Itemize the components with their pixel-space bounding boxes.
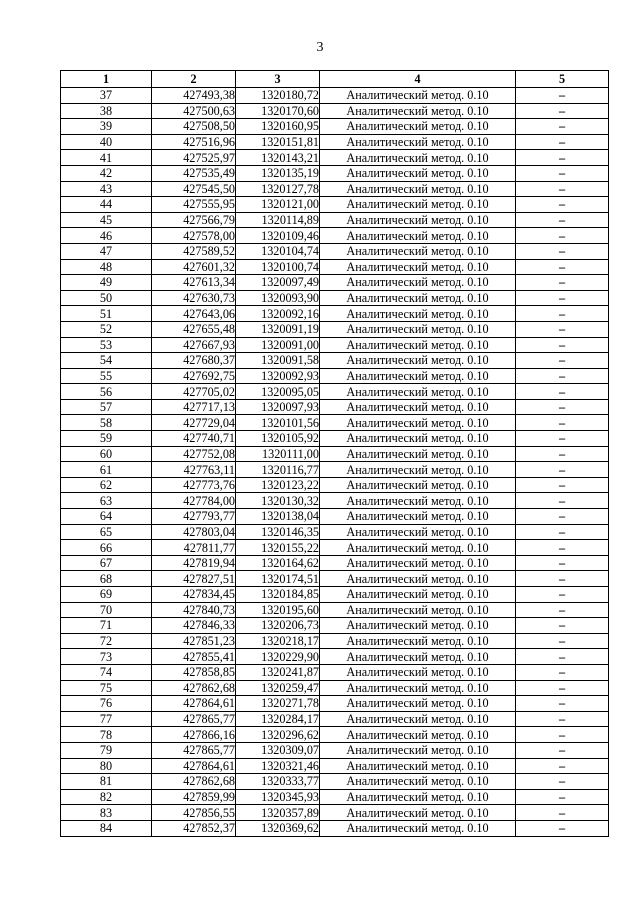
method-cell: Аналитический метод. 0.10: [320, 789, 516, 805]
table-row: [61, 415, 609, 431]
note-cell: –: [516, 321, 609, 337]
table-row: [61, 134, 609, 150]
note-cell: –: [516, 134, 609, 150]
y-coordinate-cell: 1320105,92: [236, 431, 320, 447]
method-cell: Аналитический метод. 0.10: [320, 680, 516, 696]
y-coordinate-cell: 1320092,16: [236, 306, 320, 322]
note-cell: –: [516, 711, 609, 727]
y-coordinate-cell: 1320174,51: [236, 571, 320, 587]
x-coordinate-cell: 427493,38: [152, 88, 236, 104]
y-coordinate-cell: 1320114,89: [236, 212, 320, 228]
method-cell: Аналитический метод. 0.10: [320, 696, 516, 712]
note-cell: –: [516, 290, 609, 306]
table-row: [61, 477, 609, 493]
note-cell: –: [516, 571, 609, 587]
point-number-cell: 55: [61, 368, 152, 384]
point-number-cell: 43: [61, 181, 152, 197]
y-coordinate-cell: 1320091,00: [236, 337, 320, 353]
note-cell: –: [516, 696, 609, 712]
table-row: [61, 399, 609, 415]
y-coordinate-cell: 1320091,19: [236, 321, 320, 337]
y-coordinate-cell: 1320369,62: [236, 820, 320, 836]
y-coordinate-cell: 1320109,46: [236, 228, 320, 244]
note-cell: –: [516, 509, 609, 525]
table-row: [61, 524, 609, 540]
x-coordinate-cell: 427855,41: [152, 649, 236, 665]
y-coordinate-cell: 1320296,62: [236, 727, 320, 743]
table-row: [61, 649, 609, 665]
table-row: [61, 321, 609, 337]
table-row: [61, 727, 609, 743]
note-cell: –: [516, 368, 609, 384]
table-row: [61, 306, 609, 322]
method-cell: Аналитический метод. 0.10: [320, 649, 516, 665]
table-row: [61, 197, 609, 213]
x-coordinate-cell: 427508,50: [152, 119, 236, 135]
method-cell: Аналитический метод. 0.10: [320, 664, 516, 680]
x-coordinate-cell: 427827,51: [152, 571, 236, 587]
y-coordinate-cell: 1320170,60: [236, 103, 320, 119]
y-coordinate-cell: 1320271,78: [236, 696, 320, 712]
note-cell: –: [516, 540, 609, 556]
table-row: [61, 587, 609, 603]
method-cell: Аналитический метод. 0.10: [320, 228, 516, 244]
point-number-cell: 79: [61, 742, 152, 758]
x-coordinate-cell: 427729,04: [152, 415, 236, 431]
method-cell: Аналитический метод. 0.10: [320, 290, 516, 306]
note-cell: –: [516, 275, 609, 291]
y-coordinate-cell: 1320100,74: [236, 259, 320, 275]
note-cell: –: [516, 649, 609, 665]
note-cell: –: [516, 774, 609, 790]
x-coordinate-cell: 427601,32: [152, 259, 236, 275]
x-coordinate-cell: 427589,52: [152, 243, 236, 259]
x-coordinate-cell: 427535,49: [152, 165, 236, 181]
table-row: [61, 275, 609, 291]
table-row: [61, 368, 609, 384]
y-coordinate-cell: 1320146,35: [236, 524, 320, 540]
note-cell: –: [516, 727, 609, 743]
method-cell: Аналитический метод. 0.10: [320, 103, 516, 119]
y-coordinate-cell: 1320116,77: [236, 462, 320, 478]
note-cell: –: [516, 742, 609, 758]
table-row: [61, 774, 609, 790]
y-coordinate-cell: 1320184,85: [236, 587, 320, 603]
method-cell: Аналитический метод. 0.10: [320, 540, 516, 556]
table-row: [61, 228, 609, 244]
point-number-cell: 48: [61, 259, 152, 275]
table-row: [61, 493, 609, 509]
point-number-cell: 70: [61, 602, 152, 618]
table-row: [61, 758, 609, 774]
y-coordinate-cell: 1320101,56: [236, 415, 320, 431]
x-coordinate-cell: 427667,93: [152, 337, 236, 353]
method-cell: Аналитический метод. 0.10: [320, 259, 516, 275]
method-cell: Аналитический метод. 0.10: [320, 119, 516, 135]
note-cell: –: [516, 633, 609, 649]
x-coordinate-cell: 427613,34: [152, 275, 236, 291]
method-cell: Аналитический метод. 0.10: [320, 820, 516, 836]
point-number-cell: 46: [61, 228, 152, 244]
table-row: [61, 571, 609, 587]
point-number-cell: 52: [61, 321, 152, 337]
x-coordinate-cell: 427819,94: [152, 555, 236, 571]
x-coordinate-cell: 427851,23: [152, 633, 236, 649]
method-cell: Аналитический метод. 0.10: [320, 493, 516, 509]
table-row: [61, 337, 609, 353]
point-number-cell: 75: [61, 680, 152, 696]
x-coordinate-cell: 427862,68: [152, 774, 236, 790]
table-row: [61, 431, 609, 447]
table-row: [61, 789, 609, 805]
x-coordinate-cell: 427859,99: [152, 789, 236, 805]
point-number-cell: 66: [61, 540, 152, 556]
method-cell: Аналитический метод. 0.10: [320, 774, 516, 790]
method-cell: Аналитический метод. 0.10: [320, 384, 516, 400]
table-row: [61, 243, 609, 259]
point-number-cell: 65: [61, 524, 152, 540]
table-row: [61, 290, 609, 306]
method-cell: Аналитический метод. 0.10: [320, 431, 516, 447]
table-row: [61, 150, 609, 166]
note-cell: –: [516, 524, 609, 540]
table-row: [61, 805, 609, 821]
note-cell: –: [516, 431, 609, 447]
y-coordinate-cell: 1320092,93: [236, 368, 320, 384]
note-cell: –: [516, 446, 609, 462]
point-number-cell: 62: [61, 477, 152, 493]
point-number-cell: 53: [61, 337, 152, 353]
point-number-cell: 49: [61, 275, 152, 291]
point-number-cell: 59: [61, 431, 152, 447]
y-coordinate-cell: 1320229,90: [236, 649, 320, 665]
method-cell: Аналитический метод. 0.10: [320, 742, 516, 758]
point-number-cell: 41: [61, 150, 152, 166]
y-coordinate-cell: 1320121,00: [236, 197, 320, 213]
point-number-cell: 78: [61, 727, 152, 743]
point-number-cell: 71: [61, 618, 152, 634]
method-cell: Аналитический метод. 0.10: [320, 446, 516, 462]
point-number-cell: 63: [61, 493, 152, 509]
note-cell: –: [516, 555, 609, 571]
point-number-cell: 77: [61, 711, 152, 727]
x-coordinate-cell: 427630,73: [152, 290, 236, 306]
note-cell: –: [516, 664, 609, 680]
table-row: [61, 165, 609, 181]
note-cell: –: [516, 243, 609, 259]
y-coordinate-cell: 1320091,58: [236, 353, 320, 369]
method-cell: Аналитический метод. 0.10: [320, 509, 516, 525]
y-coordinate-cell: 1320127,78: [236, 181, 320, 197]
note-cell: –: [516, 337, 609, 353]
column-header-1: 1: [61, 71, 152, 88]
x-coordinate-cell: 427525,97: [152, 150, 236, 166]
x-coordinate-cell: 427692,75: [152, 368, 236, 384]
y-coordinate-cell: 1320097,93: [236, 399, 320, 415]
point-number-cell: 40: [61, 134, 152, 150]
point-number-cell: 57: [61, 399, 152, 415]
x-coordinate-cell: 427856,55: [152, 805, 236, 821]
x-coordinate-cell: 427763,11: [152, 462, 236, 478]
y-coordinate-cell: 1320123,22: [236, 477, 320, 493]
point-number-cell: 51: [61, 306, 152, 322]
x-coordinate-cell: 427500,63: [152, 103, 236, 119]
x-coordinate-cell: 427803,04: [152, 524, 236, 540]
table-row: [61, 119, 609, 135]
point-number-cell: 82: [61, 789, 152, 805]
note-cell: –: [516, 197, 609, 213]
note-cell: –: [516, 618, 609, 634]
table-row: [61, 820, 609, 836]
y-coordinate-cell: 1320160,95: [236, 119, 320, 135]
point-number-cell: 80: [61, 758, 152, 774]
table-row: [61, 664, 609, 680]
coordinates-table: [60, 70, 609, 837]
y-coordinate-cell: 1320135,19: [236, 165, 320, 181]
note-cell: –: [516, 462, 609, 478]
table-row: [61, 555, 609, 571]
method-cell: Аналитический метод. 0.10: [320, 353, 516, 369]
x-coordinate-cell: 427864,61: [152, 696, 236, 712]
table-row: [61, 212, 609, 228]
x-coordinate-cell: 427655,48: [152, 321, 236, 337]
table-row: [61, 633, 609, 649]
table-row: [61, 540, 609, 556]
x-coordinate-cell: 427643,06: [152, 306, 236, 322]
method-cell: Аналитический метод. 0.10: [320, 524, 516, 540]
method-cell: Аналитический метод. 0.10: [320, 197, 516, 213]
x-coordinate-cell: 427773,76: [152, 477, 236, 493]
y-coordinate-cell: 1320259,47: [236, 680, 320, 696]
method-cell: Аналитический метод. 0.10: [320, 337, 516, 353]
method-cell: Аналитический метод. 0.10: [320, 415, 516, 431]
table-row: [61, 384, 609, 400]
x-coordinate-cell: 427852,37: [152, 820, 236, 836]
note-cell: –: [516, 165, 609, 181]
method-cell: Аналитический метод. 0.10: [320, 633, 516, 649]
point-number-cell: 39: [61, 119, 152, 135]
x-coordinate-cell: 427865,77: [152, 742, 236, 758]
note-cell: –: [516, 789, 609, 805]
point-number-cell: 72: [61, 633, 152, 649]
table-row: [61, 462, 609, 478]
point-number-cell: 84: [61, 820, 152, 836]
point-number-cell: 37: [61, 88, 152, 104]
note-cell: –: [516, 805, 609, 821]
point-number-cell: 76: [61, 696, 152, 712]
method-cell: Аналитический метод. 0.10: [320, 243, 516, 259]
point-number-cell: 56: [61, 384, 152, 400]
y-coordinate-cell: 1320093,90: [236, 290, 320, 306]
method-cell: Аналитический метод. 0.10: [320, 805, 516, 821]
method-cell: Аналитический метод. 0.10: [320, 462, 516, 478]
header-row: [61, 71, 609, 88]
method-cell: Аналитический метод. 0.10: [320, 571, 516, 587]
note-cell: –: [516, 212, 609, 228]
table-row: [61, 742, 609, 758]
point-number-cell: 50: [61, 290, 152, 306]
x-coordinate-cell: 427578,00: [152, 228, 236, 244]
x-coordinate-cell: 427566,79: [152, 212, 236, 228]
method-cell: Аналитический метод. 0.10: [320, 602, 516, 618]
table-row: [61, 88, 609, 104]
x-coordinate-cell: 427516,96: [152, 134, 236, 150]
x-coordinate-cell: 427840,73: [152, 602, 236, 618]
method-cell: Аналитический метод. 0.10: [320, 134, 516, 150]
y-coordinate-cell: 1320284,17: [236, 711, 320, 727]
note-cell: –: [516, 103, 609, 119]
y-coordinate-cell: 1320241,87: [236, 664, 320, 680]
table-row: [61, 711, 609, 727]
y-coordinate-cell: 1320333,77: [236, 774, 320, 790]
x-coordinate-cell: 427793,77: [152, 509, 236, 525]
y-coordinate-cell: 1320357,89: [236, 805, 320, 821]
point-number-cell: 69: [61, 587, 152, 603]
x-coordinate-cell: 427740,71: [152, 431, 236, 447]
y-coordinate-cell: 1320151,81: [236, 134, 320, 150]
method-cell: Аналитический метод. 0.10: [320, 150, 516, 166]
column-header-5: 5: [516, 71, 609, 88]
point-number-cell: 44: [61, 197, 152, 213]
table-body: [61, 88, 609, 837]
table-row: [61, 618, 609, 634]
point-number-cell: 47: [61, 243, 152, 259]
x-coordinate-cell: 427811,77: [152, 540, 236, 556]
method-cell: Аналитический метод. 0.10: [320, 165, 516, 181]
column-header-4: 4: [320, 71, 516, 88]
point-number-cell: 42: [61, 165, 152, 181]
x-coordinate-cell: 427784,00: [152, 493, 236, 509]
table-row: [61, 509, 609, 525]
table-row: [61, 353, 609, 369]
table-row: [61, 696, 609, 712]
x-coordinate-cell: 427680,37: [152, 353, 236, 369]
note-cell: –: [516, 88, 609, 104]
note-cell: –: [516, 820, 609, 836]
y-coordinate-cell: 1320195,60: [236, 602, 320, 618]
note-cell: –: [516, 587, 609, 603]
note-cell: –: [516, 602, 609, 618]
y-coordinate-cell: 1320143,21: [236, 150, 320, 166]
x-coordinate-cell: 427862,68: [152, 680, 236, 696]
x-coordinate-cell: 427865,77: [152, 711, 236, 727]
point-number-cell: 83: [61, 805, 152, 821]
point-number-cell: 74: [61, 664, 152, 680]
y-coordinate-cell: 1320130,32: [236, 493, 320, 509]
x-coordinate-cell: 427545,50: [152, 181, 236, 197]
note-cell: –: [516, 680, 609, 696]
method-cell: Аналитический метод. 0.10: [320, 587, 516, 603]
column-header-3: 3: [236, 71, 320, 88]
y-coordinate-cell: 1320345,93: [236, 789, 320, 805]
point-number-cell: 45: [61, 212, 152, 228]
point-number-cell: 54: [61, 353, 152, 369]
note-cell: –: [516, 477, 609, 493]
method-cell: Аналитический метод. 0.10: [320, 306, 516, 322]
point-number-cell: 61: [61, 462, 152, 478]
x-coordinate-cell: 427717,13: [152, 399, 236, 415]
note-cell: –: [516, 493, 609, 509]
y-coordinate-cell: 1320206,73: [236, 618, 320, 634]
table-row: [61, 103, 609, 119]
note-cell: –: [516, 181, 609, 197]
point-number-cell: 81: [61, 774, 152, 790]
y-coordinate-cell: 1320097,49: [236, 275, 320, 291]
note-cell: –: [516, 306, 609, 322]
y-coordinate-cell: 1320155,22: [236, 540, 320, 556]
x-coordinate-cell: 427858,85: [152, 664, 236, 680]
table-row: [61, 680, 609, 696]
point-number-cell: 60: [61, 446, 152, 462]
note-cell: –: [516, 353, 609, 369]
table-header: [61, 71, 609, 88]
method-cell: Аналитический метод. 0.10: [320, 88, 516, 104]
y-coordinate-cell: 1320309,07: [236, 742, 320, 758]
table-row: [61, 181, 609, 197]
table-row: [61, 602, 609, 618]
table-row: [61, 446, 609, 462]
note-cell: –: [516, 228, 609, 244]
method-cell: Аналитический метод. 0.10: [320, 399, 516, 415]
method-cell: Аналитический метод. 0.10: [320, 368, 516, 384]
y-coordinate-cell: 1320218,17: [236, 633, 320, 649]
note-cell: –: [516, 150, 609, 166]
note-cell: –: [516, 399, 609, 415]
table-row: [61, 259, 609, 275]
y-coordinate-cell: 1320180,72: [236, 88, 320, 104]
method-cell: Аналитический метод. 0.10: [320, 555, 516, 571]
y-coordinate-cell: 1320321,46: [236, 758, 320, 774]
x-coordinate-cell: 427866,16: [152, 727, 236, 743]
note-cell: –: [516, 758, 609, 774]
x-coordinate-cell: 427705,02: [152, 384, 236, 400]
x-coordinate-cell: 427555,95: [152, 197, 236, 213]
y-coordinate-cell: 1320138,04: [236, 509, 320, 525]
point-number-cell: 64: [61, 509, 152, 525]
method-cell: Аналитический метод. 0.10: [320, 321, 516, 337]
method-cell: Аналитический метод. 0.10: [320, 275, 516, 291]
method-cell: Аналитический метод. 0.10: [320, 477, 516, 493]
x-coordinate-cell: 427752,08: [152, 446, 236, 462]
x-coordinate-cell: 427834,45: [152, 587, 236, 603]
x-coordinate-cell: 427864,61: [152, 758, 236, 774]
point-number-cell: 38: [61, 103, 152, 119]
y-coordinate-cell: 1320104,74: [236, 243, 320, 259]
point-number-cell: 68: [61, 571, 152, 587]
method-cell: Аналитический метод. 0.10: [320, 711, 516, 727]
note-cell: –: [516, 119, 609, 135]
method-cell: Аналитический метод. 0.10: [320, 618, 516, 634]
note-cell: –: [516, 259, 609, 275]
column-header-2: 2: [152, 71, 236, 88]
method-cell: Аналитический метод. 0.10: [320, 212, 516, 228]
page-number: 3: [316, 40, 324, 55]
note-cell: –: [516, 384, 609, 400]
point-number-cell: 73: [61, 649, 152, 665]
point-number-cell: 67: [61, 555, 152, 571]
method-cell: Аналитический метод. 0.10: [320, 758, 516, 774]
note-cell: –: [516, 415, 609, 431]
method-cell: Аналитический метод. 0.10: [320, 727, 516, 743]
y-coordinate-cell: 1320164,62: [236, 555, 320, 571]
method-cell: Аналитический метод. 0.10: [320, 181, 516, 197]
point-number-cell: 58: [61, 415, 152, 431]
y-coordinate-cell: 1320095,05: [236, 384, 320, 400]
y-coordinate-cell: 1320111,00: [236, 446, 320, 462]
x-coordinate-cell: 427846,33: [152, 618, 236, 634]
